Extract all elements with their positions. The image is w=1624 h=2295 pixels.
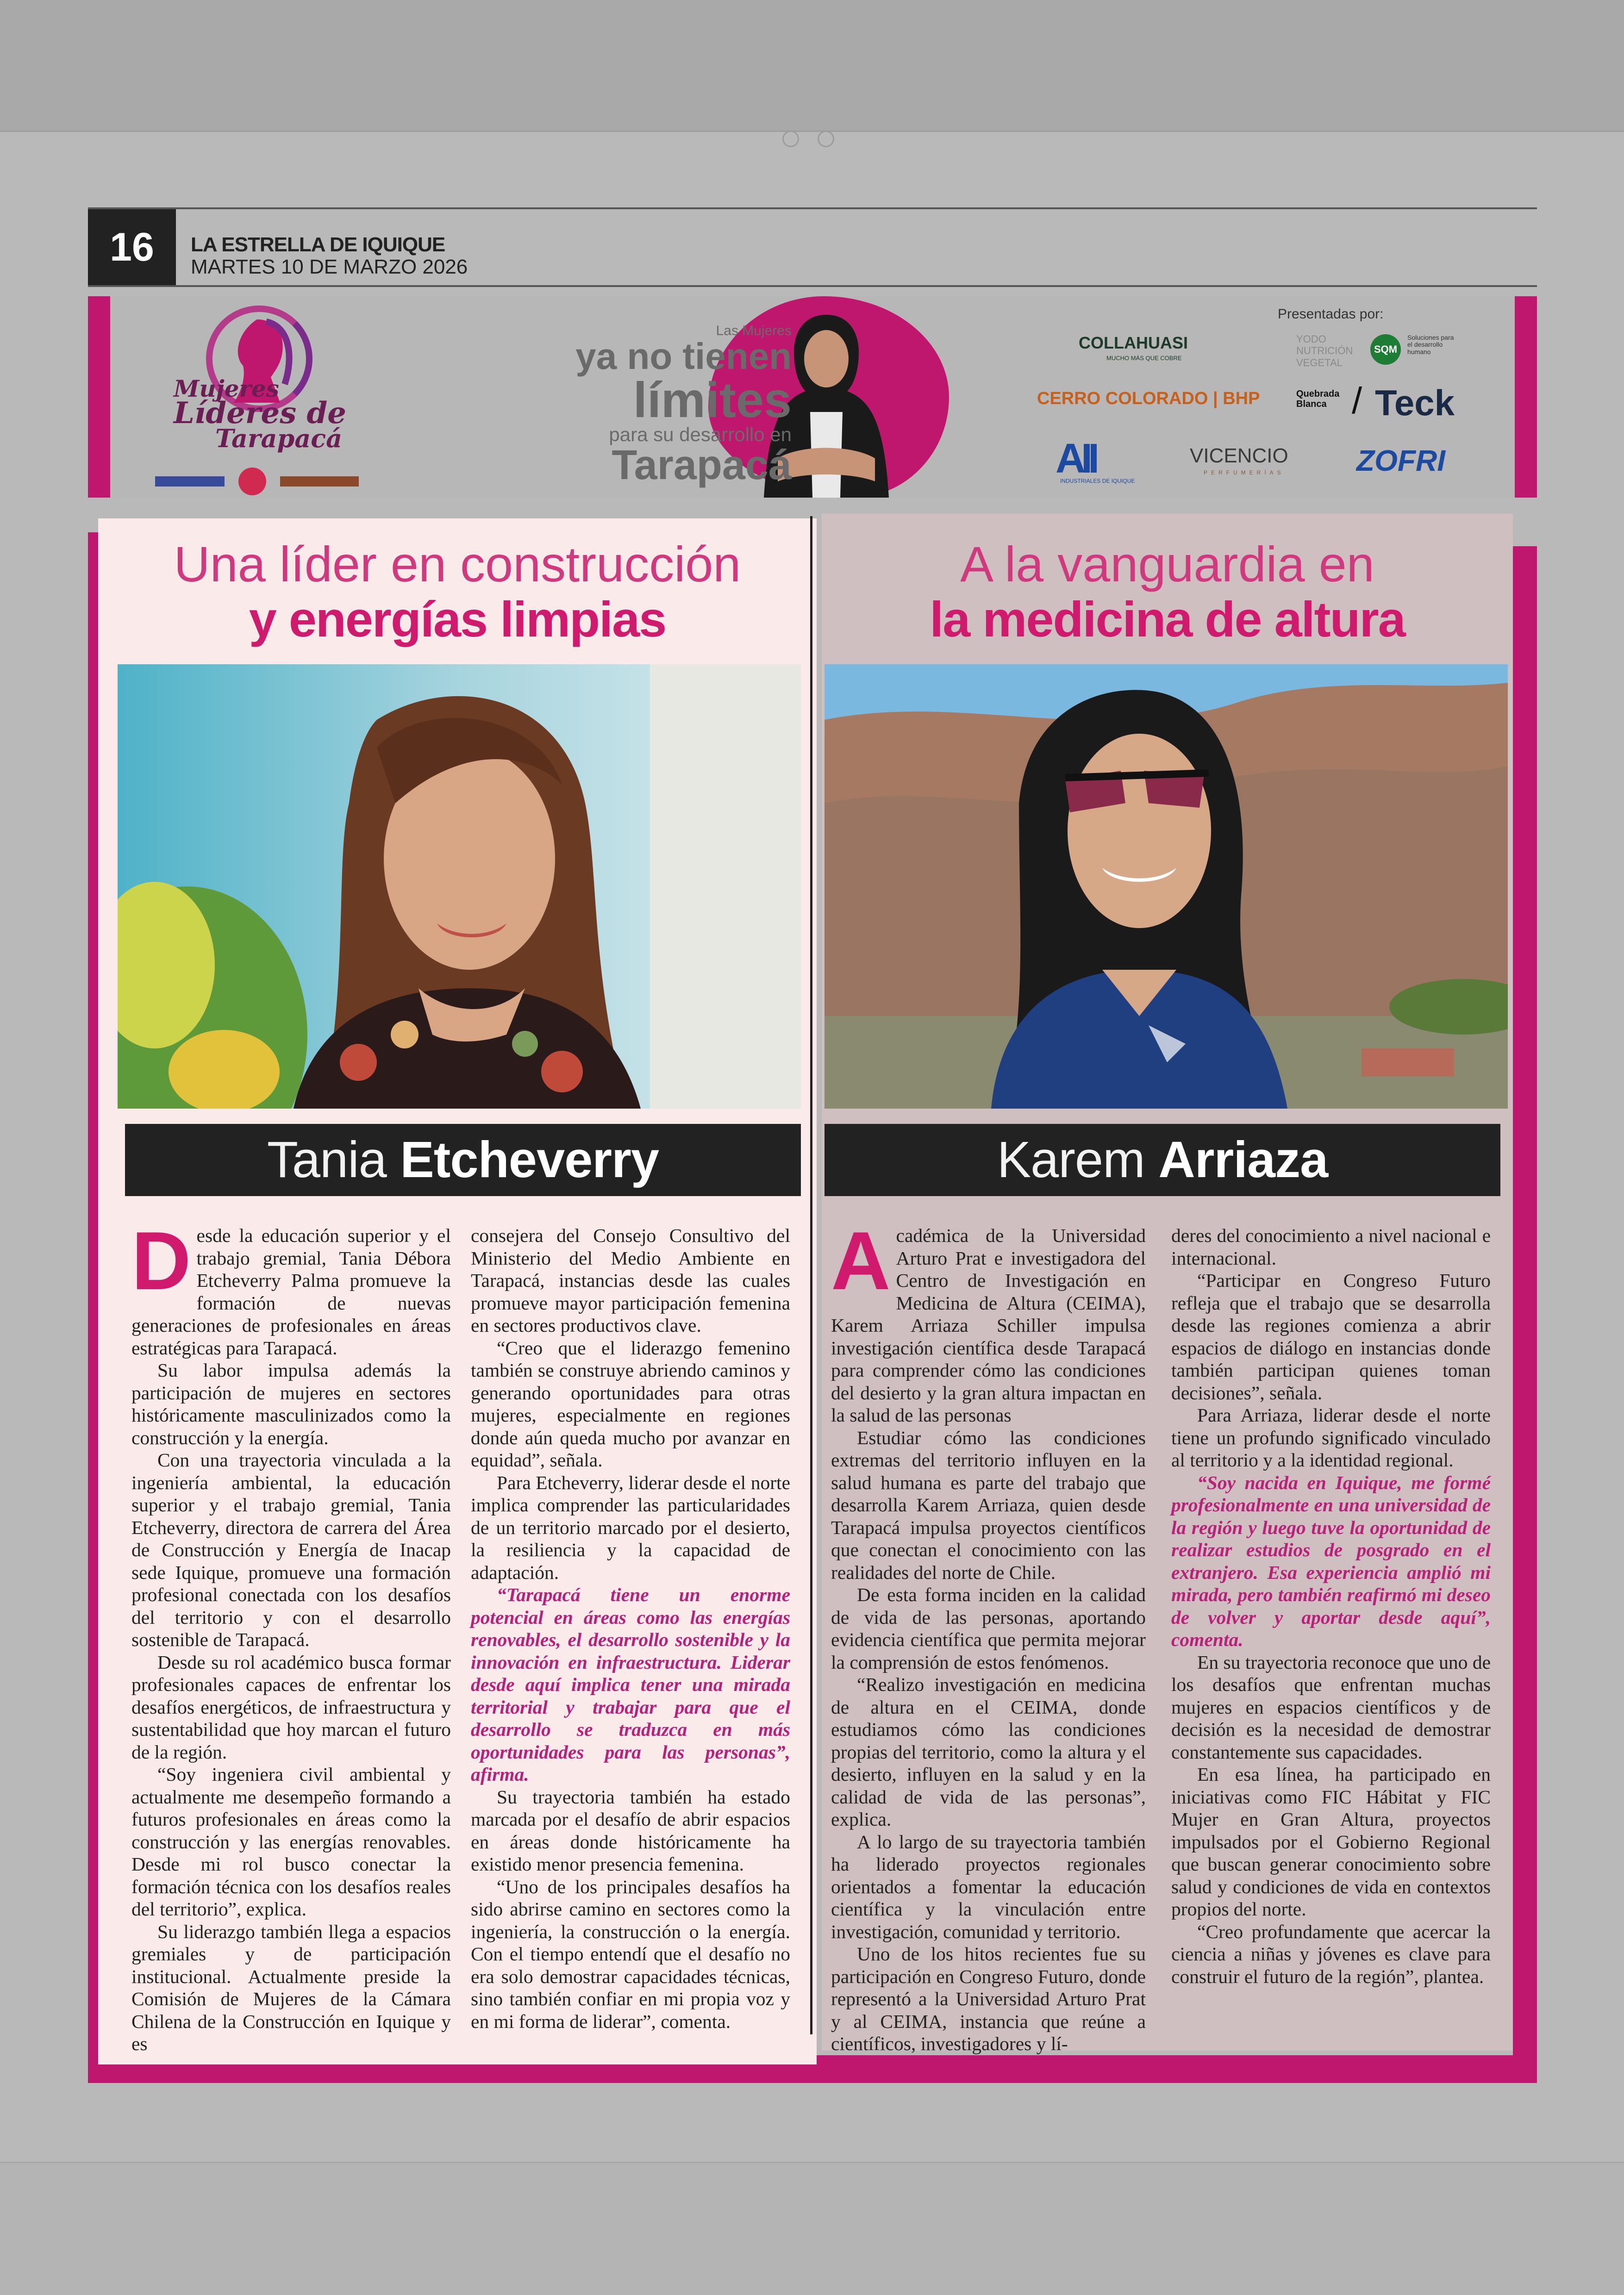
vicencio-tagline: PERFUMERÍAS xyxy=(1204,469,1285,476)
paragraph: Desde su rol académico busca formar profesionales capaces de enfrentar los desafíos energéticos, de infraestructura y sustentabilidad que hoy marcan el futuro de la región. xyxy=(131,1651,451,1763)
paragraph: “Creo profundamente que acercar la ciencia a niñas y jóvenes es clave para construir el futuro de la región”, plantea. xyxy=(1171,1921,1491,1987)
karem-photo xyxy=(824,664,1508,1109)
article-column-2 xyxy=(1171,1224,1491,1988)
paragraph: consejera del Consejo Consultivo del Ministerio del Medio Ambiente en Tarapacá, instancias desde las cuales promueve mayor participación femenina en sectores productivos clave. xyxy=(471,1225,790,1336)
dot-icon[interactable] xyxy=(818,131,834,147)
zofri-logo: ZOFRI xyxy=(1356,444,1445,477)
article-karem-arriaza xyxy=(822,514,1513,2054)
paragraph: deres del conocimiento a nivel nacional e internacional. xyxy=(1171,1225,1491,1269)
paragraph: A lo largo de su trayectoria también ha liderado proyectos regionales orientados a fomentar la educación científica y la vinculación entre investigación, comunidad y territorio. xyxy=(831,1831,1146,1942)
mujeres-lideres-logo xyxy=(155,301,359,491)
first-name: Tania xyxy=(267,1131,400,1188)
paragraph: De esta forma inciden en la calidad de vida de las personas, aportando evidencia científica que permita mejorar la comprensión de estos fenómenos. xyxy=(831,1584,1146,1673)
slogan-line: Las Mujeres xyxy=(716,323,792,338)
teck-logo: Teck xyxy=(1375,382,1455,423)
article-column-2 xyxy=(471,1224,790,2033)
soy-iquique-logo xyxy=(280,476,359,486)
banner-edge xyxy=(1515,296,1537,498)
estrella-logo xyxy=(155,476,225,486)
name-bar xyxy=(125,1124,801,1196)
first-name: Karem xyxy=(997,1131,1159,1188)
header-rule xyxy=(88,207,1537,209)
headline-line-2: la medicina de altura xyxy=(930,591,1405,647)
paragraph: Su trayectoria también ha estado marcada por el desafío de abrir espacios en áreas donde históricamente ha existido menor presencia femenina. xyxy=(471,1786,790,1875)
paragraph: “Creo que el liderazgo femenino también se construye abriendo caminos y generando oportunidades para otras mujeres, especialmente en regiones donde aún queda mucho por avanzar en equidad”, señala. xyxy=(471,1337,790,1471)
headline-line-2: y energías limpias xyxy=(249,591,666,647)
article-column-1 xyxy=(831,1215,1146,2055)
viewer-top-band xyxy=(0,0,1624,132)
presented-by: Presentadas por: xyxy=(1278,306,1384,322)
paragraph: “Participar en Congreso Futuro refleja que el trabajo que se desarrolla desde las regiones comienza a abrir espacios de diálogo en instancias donde también participan quienes toman decisiones”, señala. xyxy=(1171,1270,1491,1403)
sponsor-logos xyxy=(1037,296,1500,498)
slogan-line: para su desarrollo en xyxy=(609,424,792,445)
article-tania-etcheverry xyxy=(98,518,817,2064)
teck-slash: / xyxy=(1352,380,1362,421)
name-bar xyxy=(824,1124,1500,1196)
dot-icon[interactable] xyxy=(782,131,799,147)
digital-logo xyxy=(238,468,266,495)
paragraph: En su trayectoria reconoce que uno de los desafíos que enfrentan muchas mujeres en espacios científicos y de decisión es la necesidad de demostrar constantemente sus capacidades. xyxy=(1171,1651,1491,1763)
sqm-logo: SQM xyxy=(1370,334,1401,365)
paragraph: esde la educación superior y el trabajo gremial, Tania Débora Etcheverry Palma promueve la formación de nuevas generaciones de profesionales en áreas estratégicas para Tarapacá. xyxy=(131,1225,451,1359)
paragraph: En esa línea, ha participado en iniciativas como FIC Hábitat y FIC Mujer en Gran Altura, proyectos impulsados por el Gobierno Regional que buscan generar conocimiento sobre salud y condiciones de vida en contextos propios del norte. xyxy=(1171,1764,1491,1920)
paragraph: “Realizo investigación en medicina de altura en el CEIMA, donde estudiamos cómo las condiciones propias del territorio, como la altura y el desierto, influyen en la salud y en la calidad de vida de las personas”, explica. xyxy=(831,1674,1146,1830)
column-divider xyxy=(810,516,812,2034)
yodo-logo: YODO NUTRICIÓN VEGETAL xyxy=(1296,333,1353,368)
headline-line-1: A la vanguardia en xyxy=(960,536,1374,592)
paragraph: Para Etcheverry, liderar desde el norte implica comprender las particularidades de un territorio marcado por el desierto, la resiliencia y la capacidad de adaptación. xyxy=(471,1472,790,1583)
last-name: Etcheverry xyxy=(400,1131,659,1188)
paragraph: Su labor impulsa además la participación de mujeres en sectores históricamente masculinizados como la construcción y la energía. xyxy=(131,1360,451,1448)
collahuasi-tagline: MUCHO MÁS QUE COBRE xyxy=(1106,355,1182,362)
paragraph: cadémica de la Universidad Arturo Prat e investigadora del Centro de Investigación en Medicina de Altura (CEIMA), Karem Arriaza Schiller impulsa investigación científica desde Tarapacá para comprender cómo las condiciones del desierto y la gran altura impactan en la salud de las personas xyxy=(831,1225,1146,1426)
paragraph: Para Arriaza, liderar desde el norte tiene un profundo significado vinculado al territorio y a la identidad regional. xyxy=(1171,1404,1491,1471)
paragraph: Estudiar cómo las condiciones extremas del territorio influyen en la salud humana es parte del trabajo que desarrolla Karem Arriaza, quien desde Tarapacá impulsa proyectos científicos que conectan el conocimiento con las realidades del norte de Chile. xyxy=(831,1427,1146,1583)
drop-cap: A xyxy=(831,1215,891,1307)
last-name: Arriaza xyxy=(1158,1131,1328,1188)
tania-photo xyxy=(118,664,801,1109)
pull-quote: “Tarapacá tiene un enorme potencial en áreas como las energías renovables, el desarrollo sostenible y la innovación en infraestructura. Liderar desde aquí implica tener una mirada territorial y trabajar para que el desarrollo se traduzca en más oportunidades para las personas”, afirma. xyxy=(471,1584,790,1785)
slogan-line: límites xyxy=(633,372,792,428)
logo-text: Tarapacá xyxy=(215,424,343,453)
industriales-logo: AII xyxy=(1056,436,1095,482)
paragraph: “Soy ingeniera civil ambiental y actualmente me desempeño formando a futuros profesionales en áreas como la construcción y las energías renovables. Desde mi rol busco conectar la formación técnica con los desafíos reales del territorio”, explica. xyxy=(131,1764,451,1920)
article-headline xyxy=(98,537,817,647)
viewer-bottom-band xyxy=(0,2162,1624,2295)
publication-date: MARTES 10 DE MARZO 2026 xyxy=(191,256,468,278)
page-header xyxy=(88,207,1537,287)
paragraph: “Uno de los principales desafíos ha sido abrirse camino en sectores como la ingeniería, la construcción o la energía. Con el tiempo entendí que el desafío no era solo demostrar capacidades técnicas, sino también confiar en mi propia voz y en mi forma de liderar”, comenta. xyxy=(471,1876,790,2032)
article-headline xyxy=(822,537,1513,647)
slogan xyxy=(495,324,792,486)
slogan-line: ya no tienen xyxy=(575,336,792,377)
headline-line-1: Una líder en construcción xyxy=(174,536,741,592)
banner-edge xyxy=(88,296,110,498)
paragraph: Su liderazgo también llega a espacios gremiales y de participación institucional. Actualmente preside la Comisión de Mujeres de la Cámara Chilena de la Construcción en Iquique y es xyxy=(131,1921,451,2054)
quebrada-blanca-logo: Quebrada Blanca xyxy=(1296,389,1340,409)
slogan-line: Tarapacá xyxy=(612,442,792,488)
header-rule xyxy=(88,285,1537,287)
pull-quote: “Soy nacida en Iquique, me formé profesionalmente en una universidad de la región y luego tuve la oportunidad de realizar estudios de posgrado en el extranjero. Esa experiencia amplió mi mirada, pero también reafirmó mi deseo de volver y aportar desde aquí”, comenta. xyxy=(1171,1472,1491,1650)
cerro-colorado-logo: CERRO COLORADO | BHP xyxy=(1037,389,1260,408)
paragraph: Con una trayectoria vinculada a la ingeniería ambiental, la educación superior y el trabajo gremial, Tania Etcheverry, directora de carrera del Área de Construcción y Energía de Inacap sede Iquique, promueve una formación profesional conectada con los desafíos del territorio y con el desarrollo sostenible de Tarapacá. xyxy=(131,1449,451,1650)
article-frame xyxy=(1513,546,1537,2083)
logo-text: Mujeres xyxy=(174,375,279,402)
industriales-tagline: INDUSTRIALES DE IQUIQUE xyxy=(1060,478,1135,484)
sponsor-banner xyxy=(88,296,1537,498)
viewer-page-dots[interactable] xyxy=(782,131,834,147)
drop-cap: D xyxy=(131,1215,191,1307)
paragraph: Uno de los hitos recientes fue su participación en Congreso Futuro, donde representó a la Universidad Arturo Prat y al CEIMA, instancia que reúne a científicos, investigadores y lí- xyxy=(831,1943,1146,2054)
logo-sponsors xyxy=(155,468,359,495)
article-column-1 xyxy=(131,1215,451,2055)
page-number: 16 xyxy=(88,209,176,285)
vicencio-logo: VICENCIO xyxy=(1190,444,1288,467)
collahuasi-logo: COLLAHUASI xyxy=(1079,333,1188,352)
sqm-tagline: Soluciones para el desarrollo humano xyxy=(1407,334,1454,355)
publication-name: LA ESTRELLA DE IQUIQUE xyxy=(191,233,445,256)
logo-text: Líderes de xyxy=(174,396,346,430)
